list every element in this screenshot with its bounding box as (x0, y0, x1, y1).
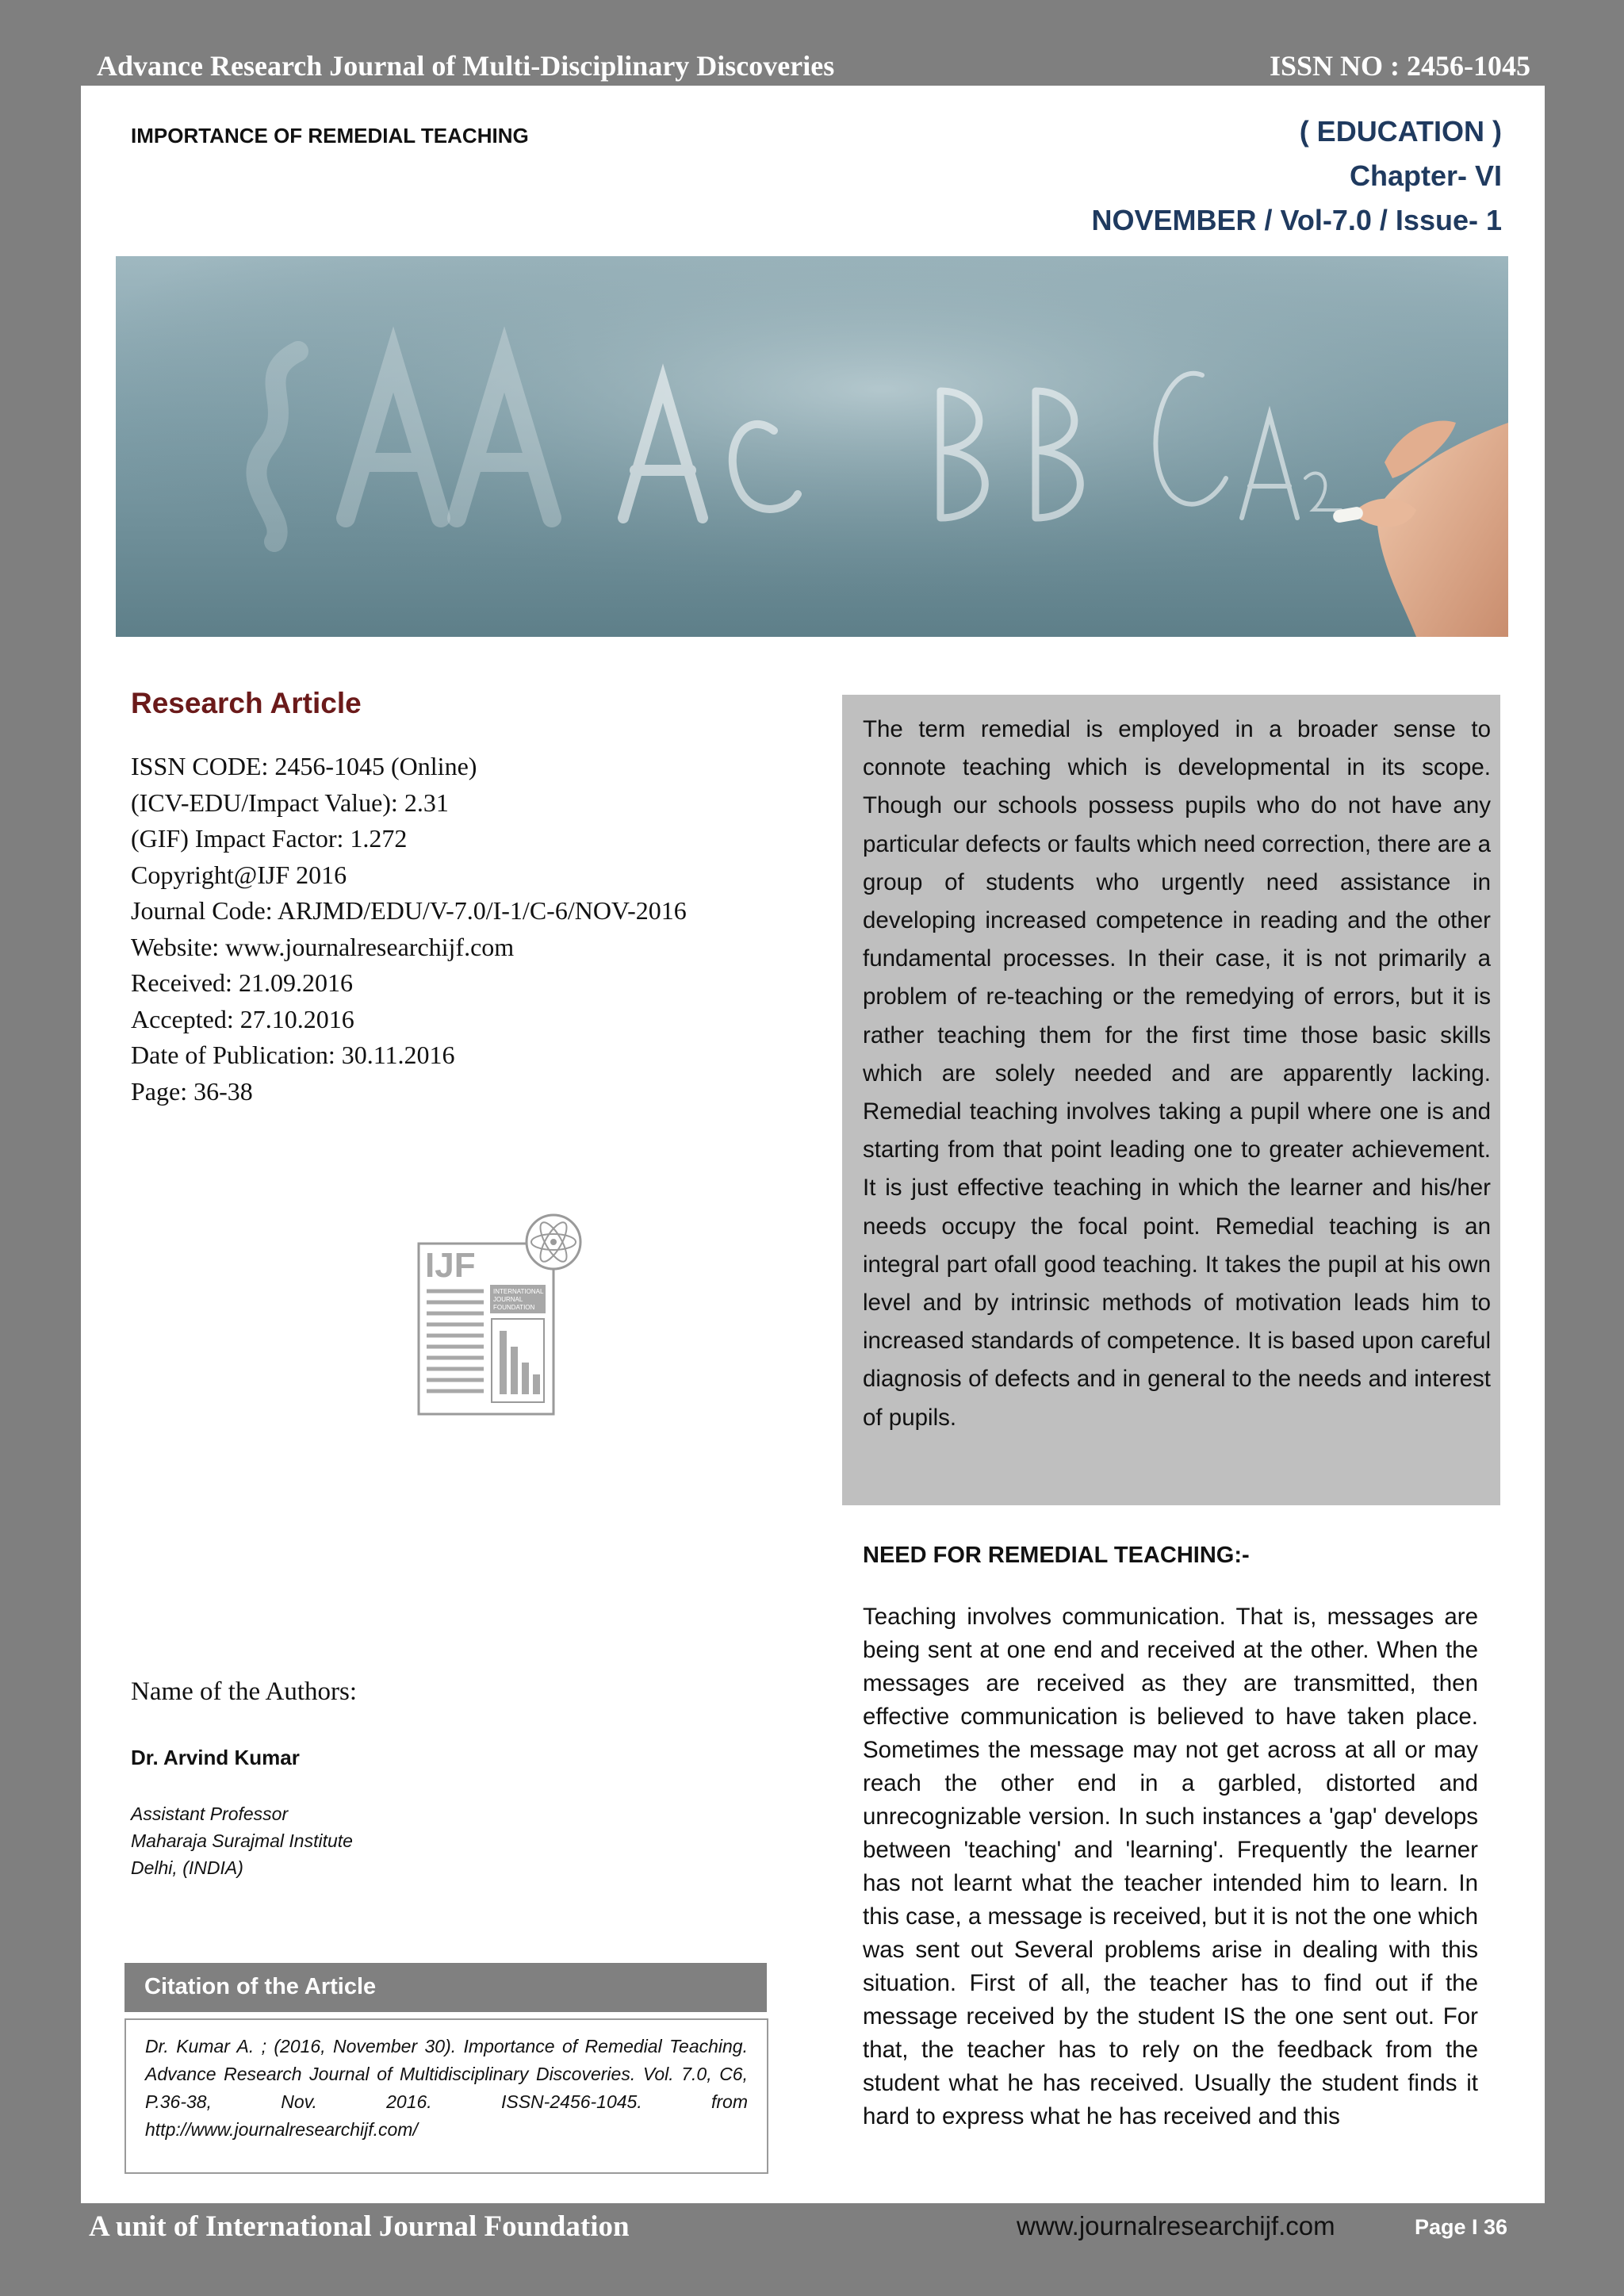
info-line: Accepted: 27.10.2016 (131, 1004, 354, 1033)
issue-label: NOVEMBER / Vol-7.0 / Issue- 1 (1091, 204, 1502, 236)
svg-text:JOURNAL: JOURNAL (493, 1296, 523, 1303)
issn-number: ISSN NO : 2456-1045 (1269, 50, 1530, 82)
info-line: ISSN CODE: 2456-1045 (Online) (131, 752, 477, 780)
info-line: (ICV-EDU/Impact Value): 2.31 (131, 788, 449, 817)
info-line: Date of Publication: 30.11.2016 (131, 1041, 455, 1069)
article-title: IMPORTANCE OF REMEDIAL TEACHING (131, 124, 529, 148)
subject-label: ( EDUCATION ) (1299, 115, 1502, 148)
info-line: (GIF) Impact Factor: 1.272 (131, 824, 408, 853)
info-line: Website: www.journalresearchijf.com (131, 932, 515, 961)
author-affiliation (131, 1800, 353, 1881)
article-info-list (131, 749, 687, 1110)
footer-publisher: A unit of International Journal Foundation (89, 2210, 630, 2243)
section-body: Teaching involves communication. That is, messages are being sent at one end and received at the other. When the messages are received as they are transmitted, then effective communication is believed to have taken place. Sometimes the message may not get across at all or may reach the other end in a garbled, distorted and unrecognizable version. In such instances a 'gap' develops between 'teaching' and 'learning'. Frequently the learner has not learnt what the teacher intended him to learn. In this case, a message is received, but it is not the one which was sent out Several problems arise in dealing with this situation. First of all, the teacher has to find out if the message received by the student IS the one sent out. For that, the teacher has to rely on the feedback from the student what he has received. Usually the student finds it hard to express what he has received and this (863, 1604, 1478, 2129)
info-line: Journal Code: ARJMD/EDU/V-7.0/I-1/C-6/NOV-2016 (131, 896, 687, 925)
author-institute: Maharaja Surajmal Institute (131, 1830, 353, 1851)
abstract-box (842, 695, 1500, 1505)
author-location: Delhi, (INDIA) (131, 1857, 243, 1878)
chalkboard-writing-image (116, 256, 1508, 637)
authors-label: Name of the Authors: (131, 1677, 358, 1706)
citation-header (124, 1963, 767, 2012)
info-line: Received: 21.09.2016 (131, 968, 353, 997)
research-article-label: Research Article (131, 687, 362, 719)
chapter-label: Chapter- VI (1349, 159, 1502, 192)
logo-text: IJF (425, 1246, 476, 1285)
ijf-logo (417, 1212, 584, 1418)
citation-box (124, 2018, 768, 2174)
citation-text: Dr. Kumar A. ; (2016, November 30). Importance of Remedial Teaching. Advance Research Journal of Multidisciplinary Discoveries. Vol. 7.0, C6, P.36-38, Nov. 2016. ISSN-2456-1045. from http://www.journalresearchijf.com/ (145, 2036, 748, 2140)
svg-text:FOUNDATION: FOUNDATION (493, 1304, 535, 1311)
issue-meta (1092, 109, 1502, 243)
journal-title: Advance Research Journal of Multi-Disciplinary Discoveries (97, 50, 835, 82)
author-name: Dr. Arvind Kumar (131, 1746, 300, 1769)
page-number: Page I 36 (1415, 2215, 1508, 2239)
abstract-text: The term remedial is employed in a broader sense to connote teaching which is developmental in its scope. Though our schools possess pupils who do not have any particular defects or faults which need correction, there are a group of students who urgently need assistance in developing increased competence in reading and the other fundamental processes. In their case, it is not primarily a problem of re-teaching or the remedying of errors, but it is rather teaching them for the first time those basic skills which are solely needed and are apparently lacking. Remedial teaching involves taking a pupil where one is and starting from that point leading one to greater achievement. It is just effective teaching in which the learner and his/her needs occupy the focal point. Remedial teaching is an integral part ofall good teaching. It takes the pupil at his own level and by intrinsic methods of motivation leads him to increased standards of competence. It is based upon careful diagnosis of defects and in general to the needs and interest of pupils. (863, 716, 1491, 1431)
author-title: Assistant Professor (131, 1803, 289, 1824)
info-line: Copyright@IJF 2016 (131, 860, 347, 889)
info-line: Page: 36-38 (131, 1076, 253, 1106)
svg-text:INTERNATIONAL: INTERNATIONAL (493, 1288, 544, 1295)
footer-website-link[interactable]: www.journalresearchijf.com (1017, 2211, 1335, 2240)
section-heading: NEED FOR REMEDIAL TEACHING:- (863, 1543, 1250, 1568)
citation-label: Citation of the Article (144, 1974, 377, 1999)
